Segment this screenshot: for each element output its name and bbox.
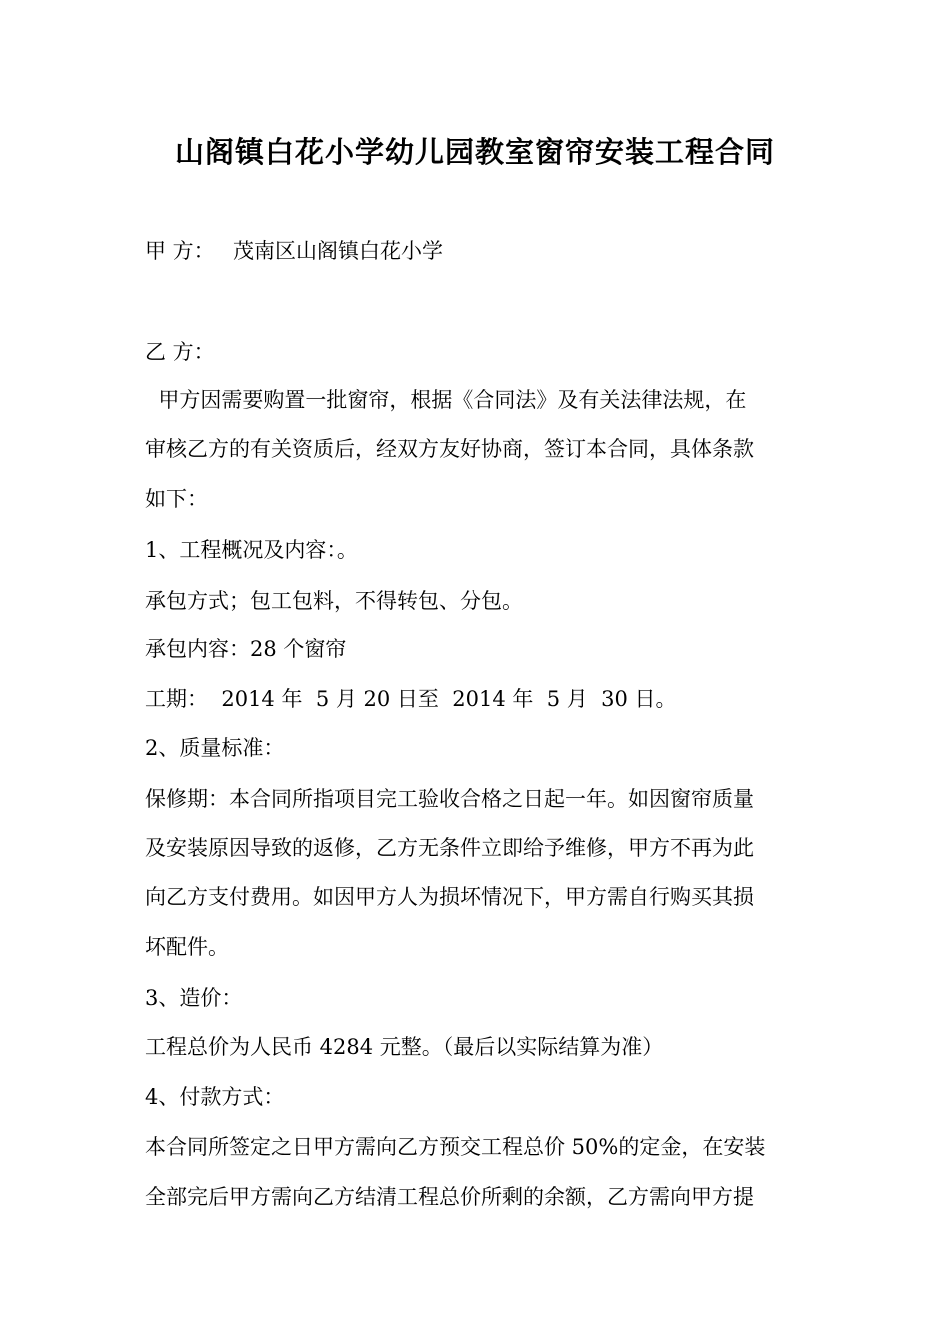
warranty-line-1: 保修期：本合同所指项目完工验收合格之日起一年。如因窗帘质量 — [145, 787, 754, 811]
party-a-value: 茂南区山阁镇白花小学 — [233, 239, 443, 263]
body-line-intro-2: 审核乙方的有关资质后，经双方友好协商，签订本合同，具体条款 — [145, 437, 754, 461]
party-a-line — [145, 236, 443, 266]
contract-content: 承包内容：28 个窗帘 — [145, 637, 347, 661]
construction-period: 工期： 2014 年 5 月 20 日至 2014 年 5 月 30 日。 — [145, 687, 677, 711]
warranty-line-2: 及安装原因导致的返修，乙方无条件立即给予维修，甲方不再为此 — [145, 836, 754, 860]
party-b-line — [145, 337, 215, 367]
warranty-line-4: 坏配件。 — [145, 935, 229, 959]
document-title: 山阁镇白花小学幼儿园教室窗帘安装工程合同 — [174, 135, 775, 169]
party-b-label: 乙 方： — [145, 340, 215, 364]
body-line-intro-1: 甲方因需要购置一批窗帘，根据《合同法》及有关法律法规，在 — [145, 388, 747, 412]
payment-line-1: 本合同所签定之日甲方需向乙方预交工程总价 50%的定金，在安装 — [145, 1135, 766, 1159]
section-4-heading: 4、付款方式： — [145, 1085, 285, 1109]
party-a-label: 甲 方： — [145, 239, 215, 263]
contract-method: 承包方式；包工包料，不得转包、分包。 — [145, 589, 523, 613]
payment-line-2: 全部完后甲方需向乙方结清工程总价所剩的余额，乙方需向甲方提 — [145, 1185, 754, 1209]
total-price: 工程总价为人民币 4284 元整。（最后以实际结算为准） — [145, 1035, 664, 1059]
section-3-heading: 3、造价： — [145, 986, 243, 1010]
section-1-heading: 1、工程概况及内容：。 — [145, 538, 358, 562]
warranty-line-3: 向乙方支付费用。如因甲方人为损坏情况下，甲方需自行购买其损 — [145, 885, 754, 909]
section-2-heading: 2、质量标准： — [145, 736, 285, 760]
body-line-intro-3: 如下： — [145, 487, 208, 511]
